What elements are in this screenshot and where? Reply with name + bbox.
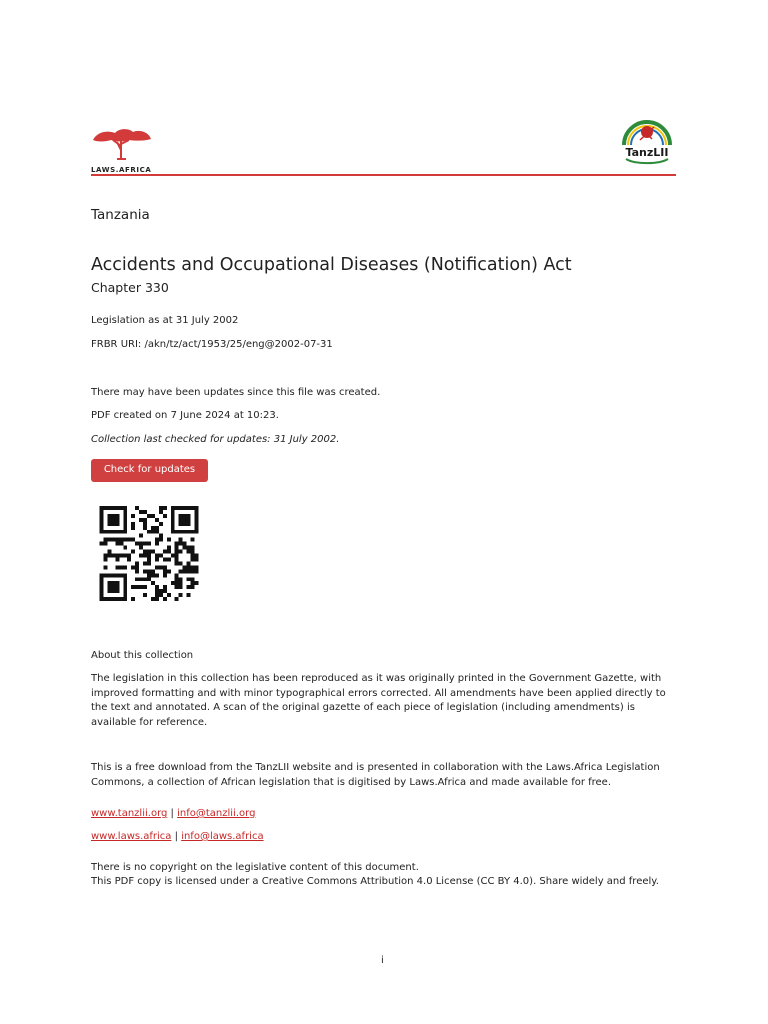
tanzlii-emblem-icon [618,115,676,165]
updates-note: There may have been updates since this file was created. [91,387,381,398]
collection-checked-date: Collection last checked for updates: 31 July 2002. [91,434,340,445]
chapter-label: Chapter 330 [91,280,169,295]
tanzlii-logo [618,115,676,165]
pdf-created-date: PDF created on 7 June 2024 at 10:23. [91,410,279,421]
link-separator: | [170,808,174,819]
link-separator: | [174,831,178,842]
qr-code-icon [99,506,199,601]
tanzlii-website-link[interactable]: www.tanzlii.org [91,808,168,819]
laws-africa-website-link[interactable]: www.laws.africa [91,831,172,842]
legislation-date: Legislation as at 31 July 2002 [91,315,239,326]
qr-code[interactable] [99,506,199,601]
license-notice: This PDF copy is licensed under a Creative Commons Attribution 4.0 License (CC BY 4.0). Share widely and freely. [91,876,659,887]
about-text: The legislation in this collection has been reproduced as it was originally printed in the Government Gazette, with improved formatting and with minor typographical errors corrected. All amendments have been applied directly to the text and annotated. A scan of the original gazette of each piece of legislation (including amendments) is available for reference. [91,673,666,728]
frbr-uri: FRBR URI: /akn/tz/act/1953/25/eng@2002-07-31 [91,339,333,350]
about-heading: About this collection [91,650,194,661]
page-number: i [381,955,384,966]
laws-africa-logo [91,126,153,174]
country-label: Tanzania [91,207,150,223]
laws-africa-links [91,831,264,842]
laws-africa-wordmark: LAWS.AFRICA [91,166,152,174]
tanzlii-wordmark: TanzLII [625,146,669,159]
laws-africa-email-link[interactable]: info@laws.africa [181,831,264,842]
copyright-notice: There is no copyright on the legislative content of this document. [91,862,419,873]
tanzlii-email-link[interactable]: info@tanzlii.org [177,808,256,819]
header-divider [91,174,676,176]
free-download-text: This is a free download from the TanzLII website and is presented in collaboration with the Laws.Africa Legislation Commons, a collection of African legislation that is digitised by Laws.Africa and made available for free. [91,762,660,788]
acacia-tree-icon [91,126,153,162]
check-for-updates-button[interactable]: Check for updates [91,459,208,482]
tanzlii-links [91,808,255,819]
page-header [91,120,676,176]
document-title: Accidents and Occupational Diseases (Notification) Act [91,255,572,275]
